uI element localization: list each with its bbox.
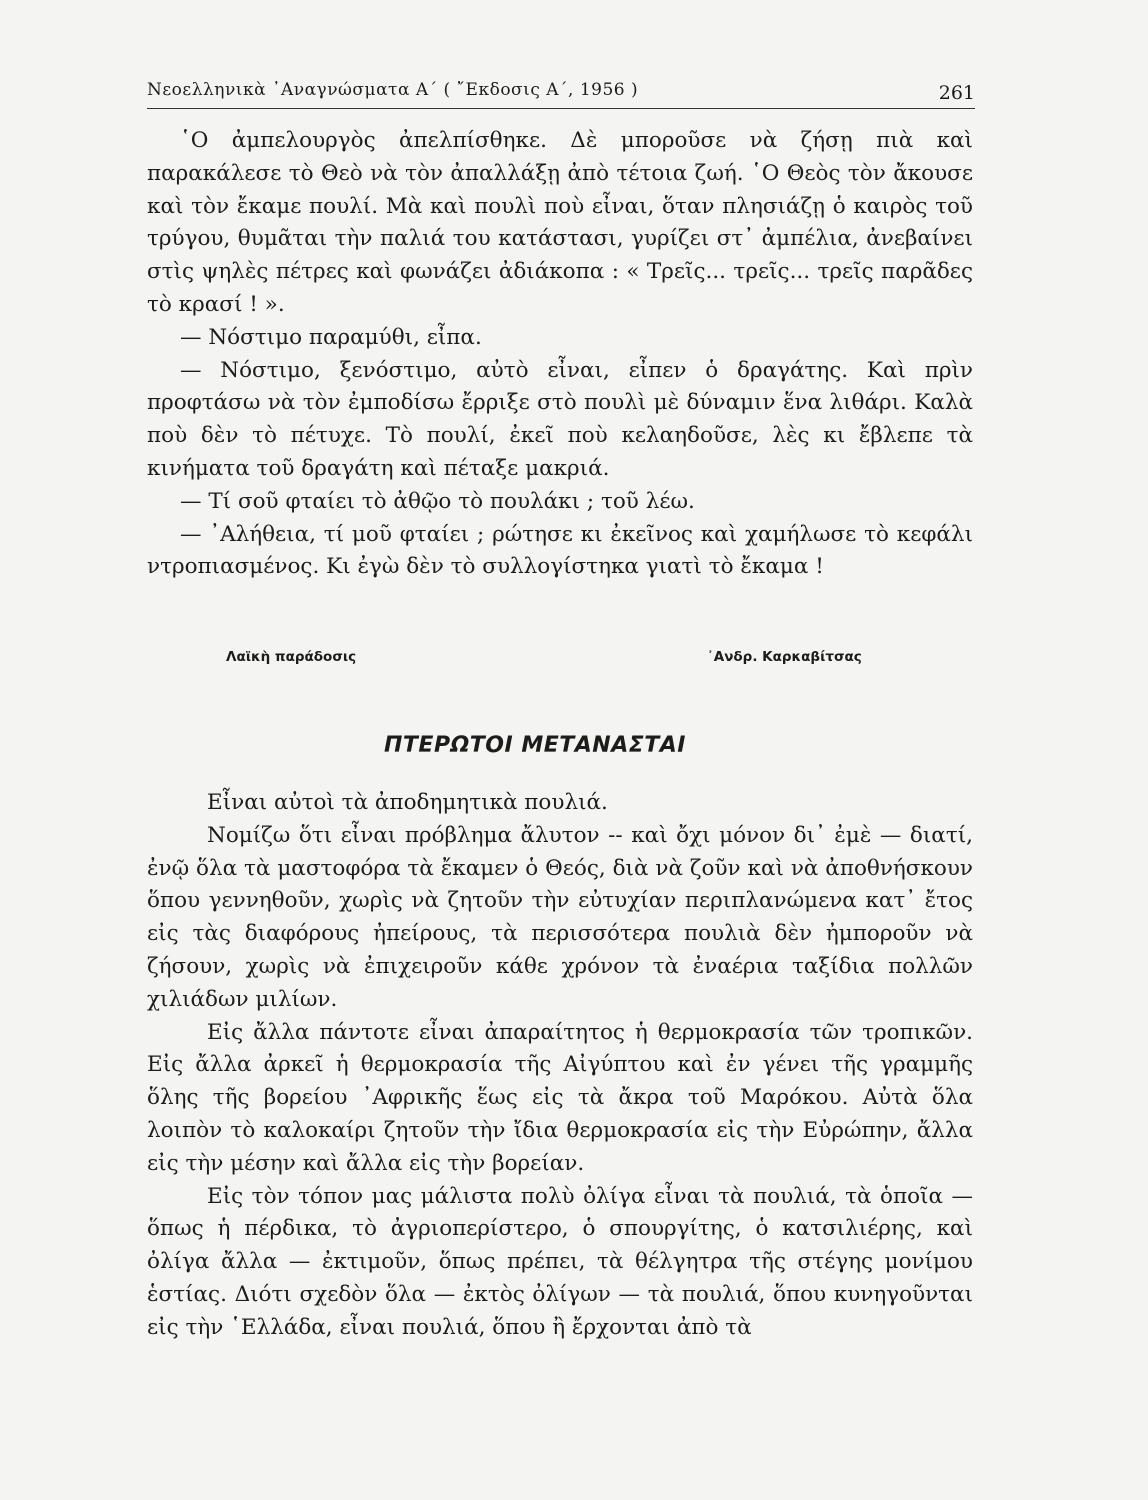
author-signature: ᾿Ανδρ. Καρκαβίτσας [707, 649, 862, 665]
essay-paragraph: Εἶναι αὐτοὶ τὰ ἀποδημητικὰ πουλιά. [207, 790, 608, 815]
essay-paragraph: Εἰς τὸν τόπον μας μάλιστα πολὺ ὀλίγα εἶναι τὰ πουλιά, τὰ ὁποῖα — ὅπως ἡ πέρδικα, τὸ ἀγριοπερίστερο, ὁ σπουργίτης, ὁ κατσιλιέρης, καὶ ὀλίγα ἄλλα — ἐκτιμοῦν, ὅπως πρέπει, τὰ θέλγητρα τῆς στέγης μονίμου ἑστίας. Διότι σχεδὸν ὅλα — ἐκτὸς ὀλίγων — τὰ πουλιά, ὅπου κυνηγοῦνται εἰς τὴν ῾Ελλάδα, εἶναι πουλιά, ὅπου ἢ ἔρχονται ἀπὸ τὰ [147, 1183, 973, 1340]
story-text [147, 125, 973, 584]
dialogue-line: — Τί σοῦ φταίει τὸ ἀθῷο τὸ πουλάκι ; τοῦ λέω. [180, 488, 695, 514]
essay-text [147, 787, 973, 1345]
page-header [147, 74, 975, 109]
essay-paragraph: Εἰς ἄλλα πάντοτε εἶναι ἀπαραίτητος ἡ θερμοκρασία τῶν τροπικῶν. Εἰς ἄλλα ἀρκεῖ ἡ θερμοκρασία τῆς Αἰγύπτου καὶ ἐν γένει τῆς γραμμῆς ὅλης τῆς βορείου ᾿Αφρικῆς ἕως εἰς τὰ ἄκρα τοῦ Μαρόκου. Αὐτὰ ὅλα λοιπὸν τὸ καλοκαίρι ζητοῦν τὴν ἴδια θερμοκρασία εἰς τὴν Εὐρώπην, ἄλλα εἰς τὴν μέσην καὶ ἄλλα εἰς τὴν βορείαν. [147, 1019, 973, 1176]
dialogue-line: — Νόστιμο παραμύθι, εἶπα. [180, 324, 482, 350]
story-paragraph: ῾Ο ἀμπελουργὸς ἀπελπίσθηκε. Δὲ μποροῦσε νὰ ζήσῃ πιὰ καὶ παρακάλεσε τὸ Θεὸ νὰ τὸν ἀπαλλάξῃ ἀπὸ τέτοια ζωή. ῾Ο Θεὸς τὸν ἄκουσε καὶ τὸν ἔκαμε πουλί. Μὰ καὶ πουλὶ ποὺ εἶναι, ὅταν πλησιάζῃ ὁ καιρὸς τοῦ τρύγου, θυμᾶται τὴν παλιά του κατάστασι, γυρίζει στ᾿ ἀμπέλια, ἀνεβαίνει στὶς ψηλὲς πέτρες καὶ φωνάζει ἀδιάκοπα : « Τρεῖς... τρεῖς... τρεῖς παρᾶδες τὸ κρασί ! ». [147, 128, 973, 317]
source-attribution: Λαϊκὴ παράδοσις [226, 649, 357, 665]
dialogue-line: — ᾿Αλήθεια, τί μοῦ φταίει ; ρώτησε κι ἐκεῖνος καὶ χαμήλωσε τὸ κεφάλι ντροπιασμένος. Κι ἐγὼ δὲν τὸ συλλογίστηκα γιατὶ τὸ ἔκαμα ! [147, 521, 973, 580]
page-number: 261 [938, 82, 975, 104]
essay-title: ΠΤΕΡΩΤΟΙ ΜΕΤΑΝΑΣΤΑΙ [384, 733, 686, 758]
essay-paragraph: Νομίζω ὅτι εἶναι πρόβλημα ἄλυτον -- καὶ ὄχι μόνον δι᾿ ἐμὲ — διατί, ἐνῷ ὅλα τὰ μαστοφόρα τὰ ἔκαμεν ὁ Θεός, διὰ νὰ ζοῦν καὶ νὰ ἀποθνήσκουν ὅπου γεννηθοῦν, χωρὶς νὰ ζητοῦν τὴν εὐτυχίαν περιπλανώμενα κατ᾿ ἔτος εἰς τὰς διαφόρους ἠπείρους, τὰ περισσότερα πουλιὰ δὲν ἠμποροῦν νὰ ζήσουν, χωρὶς νὰ ἐπιχειροῦν κάθε χρόνον τὰ ἐναέρια ταξίδια πολλῶν χιλιάδων μιλίων. [147, 822, 973, 1012]
dialogue-line: — Νόστιμο, ξενόστιμο, αὐτὸ εἶναι, εἶπεν ὁ δραγάτης. Καὶ πρὶν προφτάσω νὰ τὸν ἐμποδίσω ἔρριξε στὸ πουλὶ μὲ δύναμιν ἕνα λιθάρι. Καλὰ ποὺ δὲν τὸ πέτυχε. Τὸ πουλί, ἐκεῖ ποὺ κελαηδοῦσε, λὲς κι ἔβλεπε τὰ κινήματα τοῦ δραγάτη καὶ πέταξε μακριά. [147, 357, 973, 481]
running-title: Νεοελληνικὰ ᾿Αναγνώσματα Α΄ ( ῎Εκδοσις Α΄, 1956 ) [147, 80, 639, 100]
